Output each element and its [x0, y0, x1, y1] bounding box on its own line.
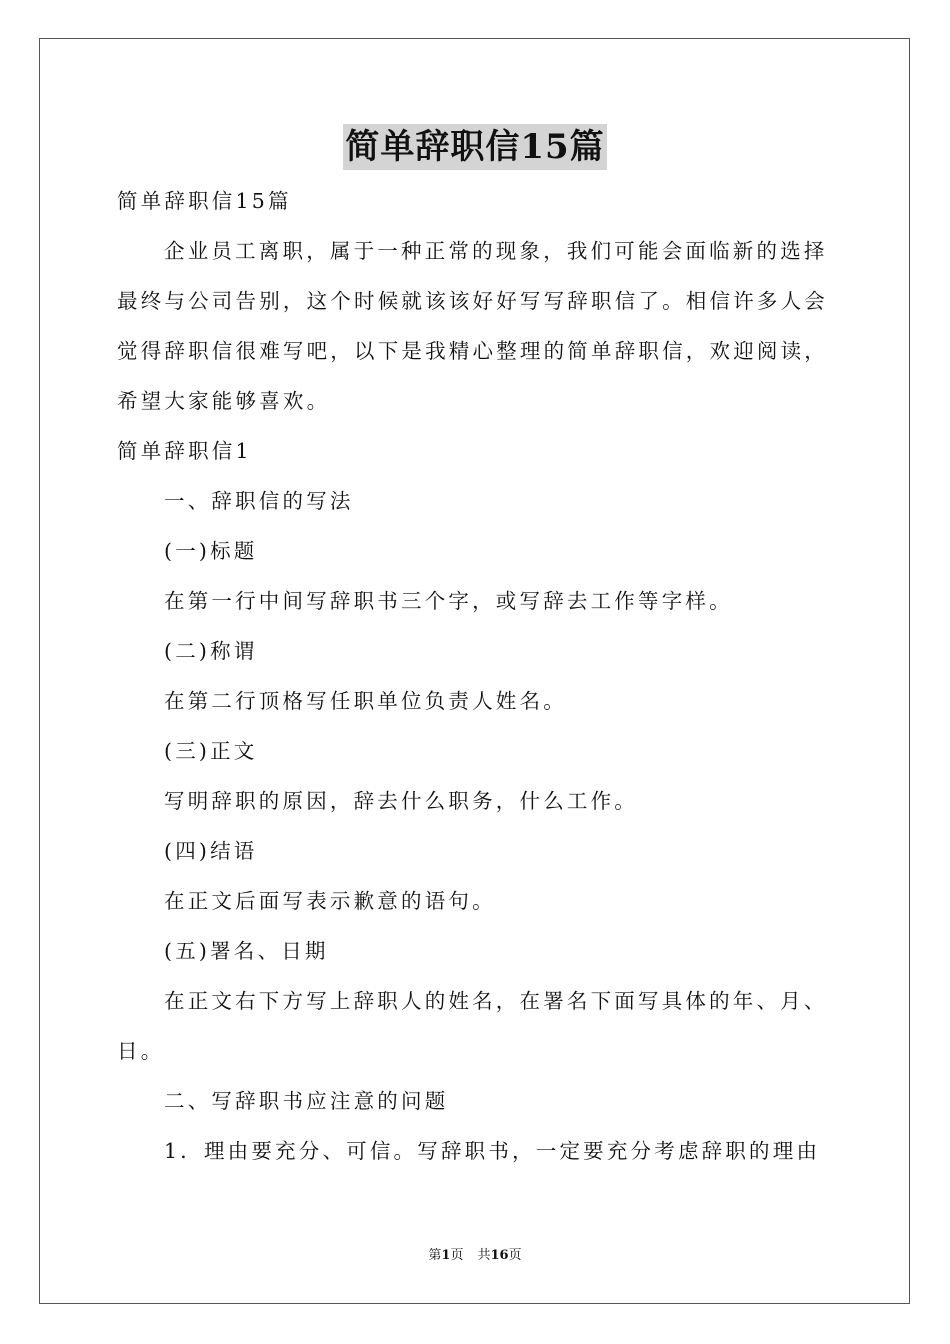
body-line-16: (五)署名、日期: [164, 939, 329, 963]
title-wrap: [0, 124, 950, 170]
body-line-19: 二、写辞职书应注意的问题: [164, 1089, 449, 1113]
footer-page-prefix: 第: [428, 1248, 442, 1263]
document-title: 简单辞职信15篇: [343, 124, 606, 170]
body-line-7: 一、辞职信的写法: [164, 489, 354, 513]
body-line-8: (一)标题: [164, 539, 258, 563]
document-body: [117, 176, 835, 1176]
footer-total-pages: 16: [490, 1248, 509, 1263]
body-line-17: 在正文右下方写上辞职人的姓名，在署名下面写具体的年、月、: [164, 989, 828, 1013]
footer-page-suffix: 页: [450, 1248, 464, 1263]
body-line-1: 简单辞职信15篇: [117, 189, 292, 213]
body-line-14: (四)结语: [164, 839, 258, 863]
body-line-4: 觉得辞职信很难写吧，以下是我精心整理的简单辞职信，欢迎阅读，: [117, 339, 828, 363]
footer-page-number: 1: [441, 1248, 451, 1263]
body-line-20: 1．理由要充分、可信。写辞职书，一定要充分考虑辞职的理由: [164, 1139, 821, 1163]
body-line-2: 企业员工离职，属于一种正常的现象，我们可能会面临新的选择: [164, 239, 828, 263]
footer-total-prefix: 共: [477, 1248, 491, 1263]
body-line-18: 日。: [117, 1039, 165, 1063]
body-line-5: 希望大家能够喜欢。: [117, 389, 331, 413]
body-line-9: 在第一行中间写辞职书三个字，或写辞去工作等字样。: [164, 589, 733, 613]
body-line-11: 在第二行顶格写任职单位负责人姓名。: [164, 689, 567, 713]
body-line-15: 在正文后面写表示歉意的语句。: [164, 889, 496, 913]
body-line-12: (三)正文: [164, 739, 258, 763]
body-line-3: 最终与公司告别，这个时候就该该好好写写辞职信了。相信许多人会: [117, 289, 828, 313]
body-line-10: (二)称谓: [164, 639, 258, 663]
footer-total-suffix: 页: [508, 1248, 522, 1263]
section-heading-1: 简单辞职信1: [117, 439, 252, 463]
page-footer: [0, 1247, 950, 1265]
body-line-13: 写明辞职的原因，辞去什么职务，什么工作。: [164, 789, 638, 813]
